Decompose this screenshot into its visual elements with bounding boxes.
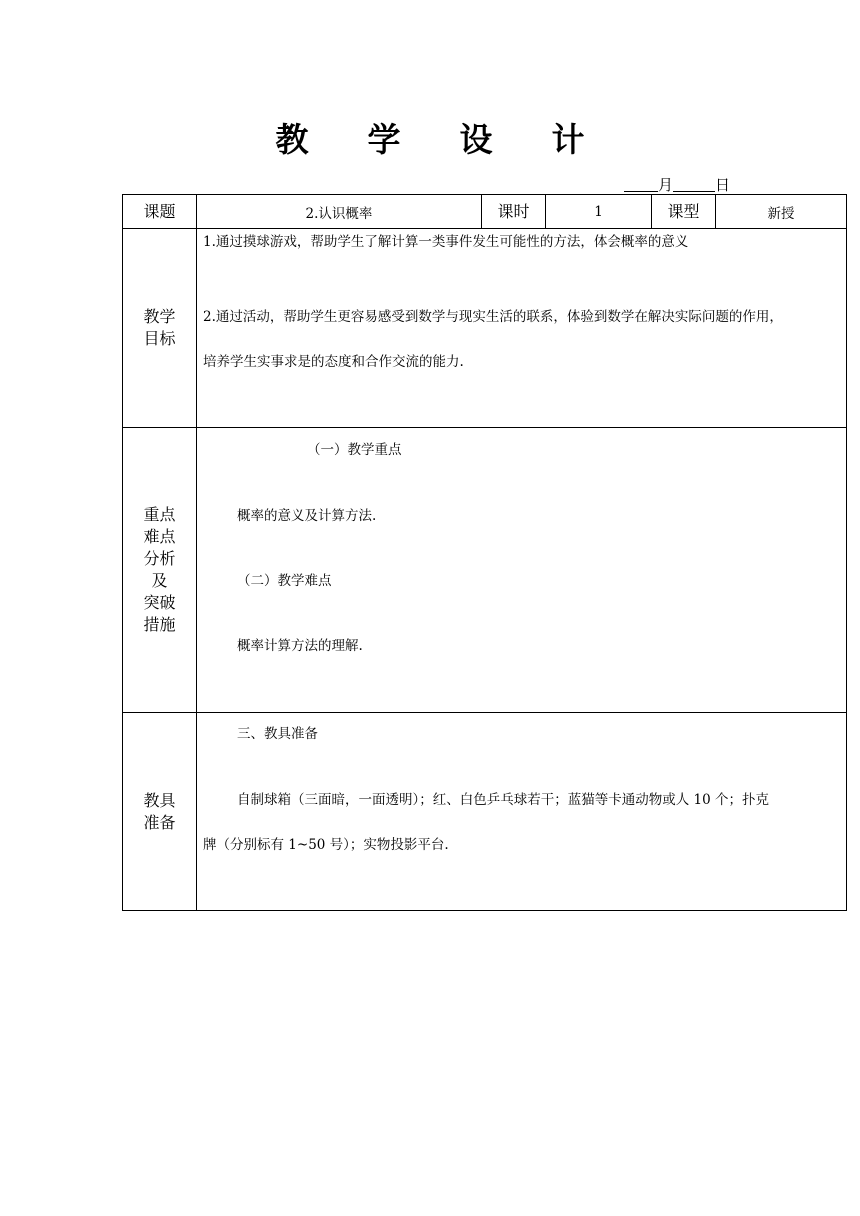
key-points-body <box>197 428 847 713</box>
objective-2: 2.通过活动，帮助学生更容易感受到数学与现实生活的联系，体验到数学在解决实际问题的作用， <box>203 309 783 325</box>
month-label: 月 <box>657 176 673 194</box>
objective-1: 1.通过摸球游戏，帮助学生了解计算一类事件发生可能性的方法，体会概率的意义 <box>203 234 689 250</box>
tools-heading: 三、教具准备 <box>237 726 318 742</box>
day-label: 日 <box>714 176 730 194</box>
key-points-row <box>123 428 847 713</box>
day-blank <box>673 176 715 192</box>
header-row <box>123 195 847 229</box>
topic-value: 2.认识概率 <box>197 195 482 229</box>
objective-3: 培养学生实事求是的态度和合作交流的能力. <box>203 354 464 370</box>
tools-body <box>197 713 847 911</box>
tools-label: 教具 准备 <box>123 713 197 911</box>
objectives-row <box>123 229 847 428</box>
tools-line-2: 牌（分别标有 1~50 号）；实物投影平台. <box>203 837 449 853</box>
hours-label: 课时 <box>482 195 546 229</box>
topic-label: 课题 <box>123 195 197 229</box>
key-points-label: 重点 难点 分析 及 突破 措施 <box>123 428 197 713</box>
page-title: 教 学 设 计 <box>275 120 609 159</box>
month-blank <box>624 176 658 192</box>
key-text-2: 概率计算方法的理解. <box>237 638 363 654</box>
type-value: 新授 <box>716 195 847 229</box>
key-heading-2: （二）教学难点 <box>237 573 332 589</box>
tools-line-1: 自制球箱（三面暗，一面透明）；红、白色乒乓球若干；蓝猫等卡通动物或人 10 个；扑克 <box>237 792 770 808</box>
type-label: 课型 <box>652 195 716 229</box>
objectives-body <box>197 229 847 428</box>
hours-value: 1 <box>546 195 652 229</box>
key-text-1: 概率的意义及计算方法. <box>237 508 377 524</box>
key-heading-1: （一）教学重点 <box>307 442 402 458</box>
date-line <box>624 174 730 195</box>
objectives-label: 教学 目标 <box>123 229 197 428</box>
lesson-table <box>122 194 847 911</box>
tools-row <box>123 713 847 911</box>
